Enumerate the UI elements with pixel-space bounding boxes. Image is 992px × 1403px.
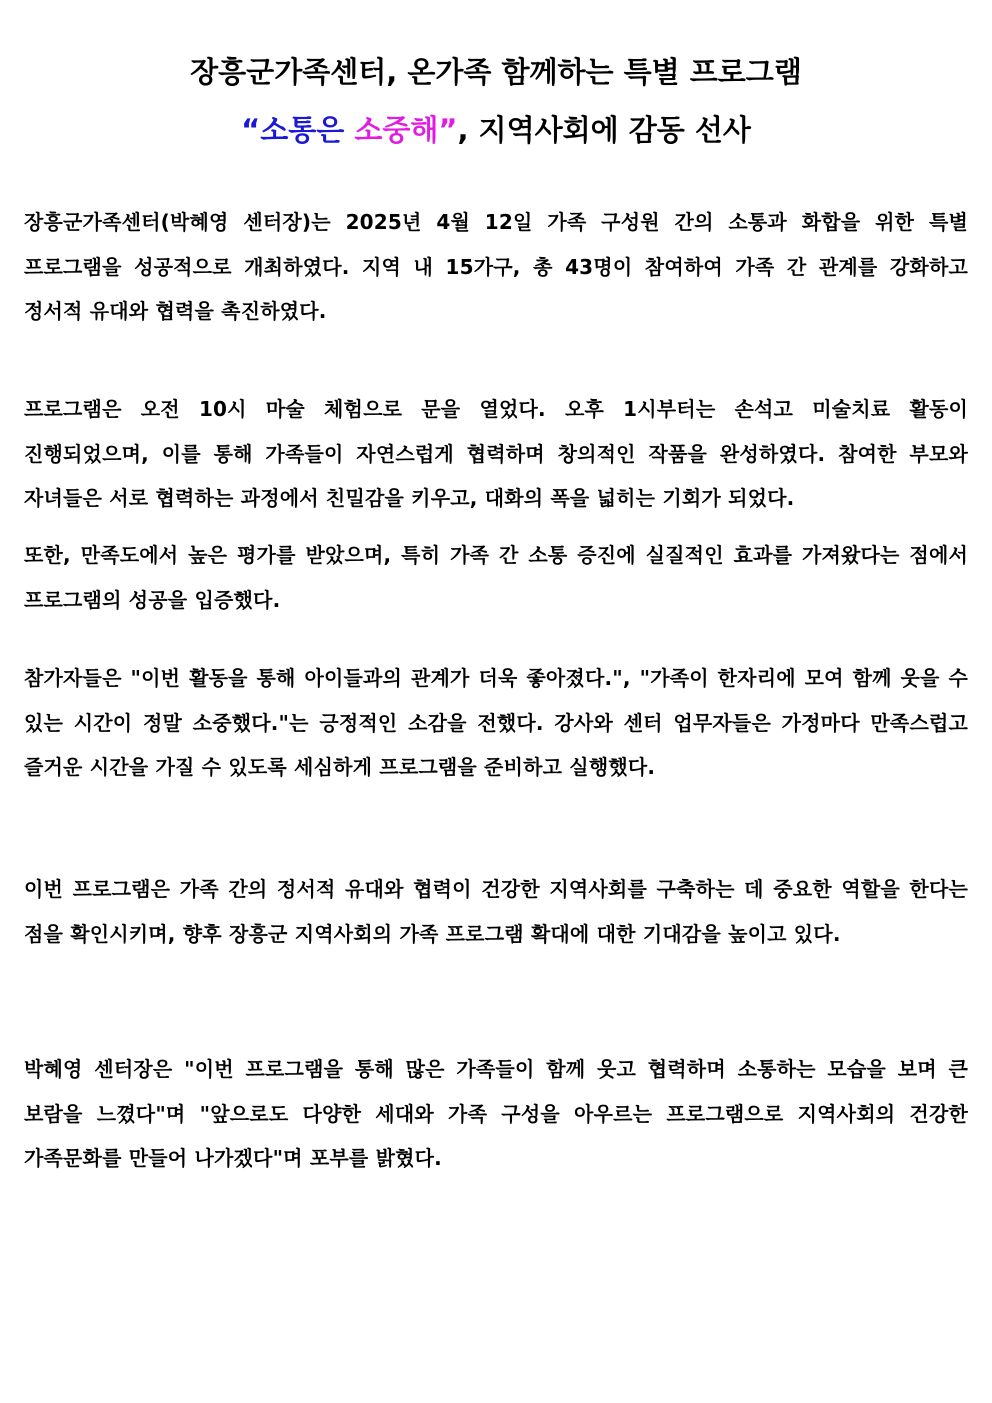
headline-line-2 [24,110,968,150]
paragraph-program-schedule: 프로그램은 오전 10시 마술 체험으로 문을 열었다. 오후 1시부터는 손석고 미술치료 활동이 진행되었으며, 이를 통해 가족들이 자연스럽게 협력하며 창의적인 작품을 완성하였다. 참여한 부모와 자녀들은 서로 협력하는 과정에서 친밀감을 키우고, 대화의 폭을 넓히는 기회가 되었다. [24,397,968,510]
headline-highlight-magenta: 소중해 [354,113,439,147]
paragraph-event-overview: 장흥군가족센터(박혜영 센터장)는 2025년 4월 12일 가족 구성원 간의 소통과 화합을 위한 특별 프로그램을 성공적으로 개최하였다. 지역 내 15가구, 총 43명이 참여하여 가족 간 관계를 강화하고 정서적 유대와 협력을 촉진하였다. [24,210,968,323]
headline-quote-close: ” [438,113,458,147]
paragraph-satisfaction: 또한, 만족도에서 높은 평가를 받았으며, 특히 가족 간 소통 증진에 실질적인 효과를 가져왔다는 점에서 프로그램의 성공을 입증했다. [24,543,968,612]
headline-quote-open: “ [241,113,261,147]
headline-highlight-blue: 소통은 [260,113,355,147]
paragraph-participant-feedback: 참가자들은 "이번 활동을 통해 아이들과의 관계가 더욱 좋아졌다.", "가족이 한자리에 모여 함께 웃을 수 있는 시간이 정말 소중했다."는 긍정적인 소감을 전했다. 강사와 센터 업무자들은 가정마다 만족스럽고 즐거운 시간을 가질 수 있도록 세심하게 프로그램을 준비하고 실행했다. [24,666,968,779]
headline-rest: , 지역사회에 감동 선사 [457,113,751,147]
paragraph-director-quote: 박혜영 센터장은 "이번 프로그램을 통해 많은 가족들이 함께 웃고 협력하며 소통하는 모습을 보며 큰 보람을 느꼈다"며 "앞으로도 다양한 세대와 가족 구성을 아우르는 프로그램으로 지역사회의 건강한 가족문화를 만들어 나가겠다"며 포부를 밝혔다. [24,1057,968,1170]
headline-line-1: 장흥군가족센터, 온가족 함께하는 특별 프로그램 [190,55,802,89]
paragraph-significance: 이번 프로그램은 가족 간의 정서적 유대와 협력이 건강한 지역사회를 구축하는 데 중요한 역할을 한다는 점을 확인시키며, 향후 장흥군 지역사회의 가족 프로그램 확대에 대한 기대감을 높이고 있다. [24,877,968,946]
